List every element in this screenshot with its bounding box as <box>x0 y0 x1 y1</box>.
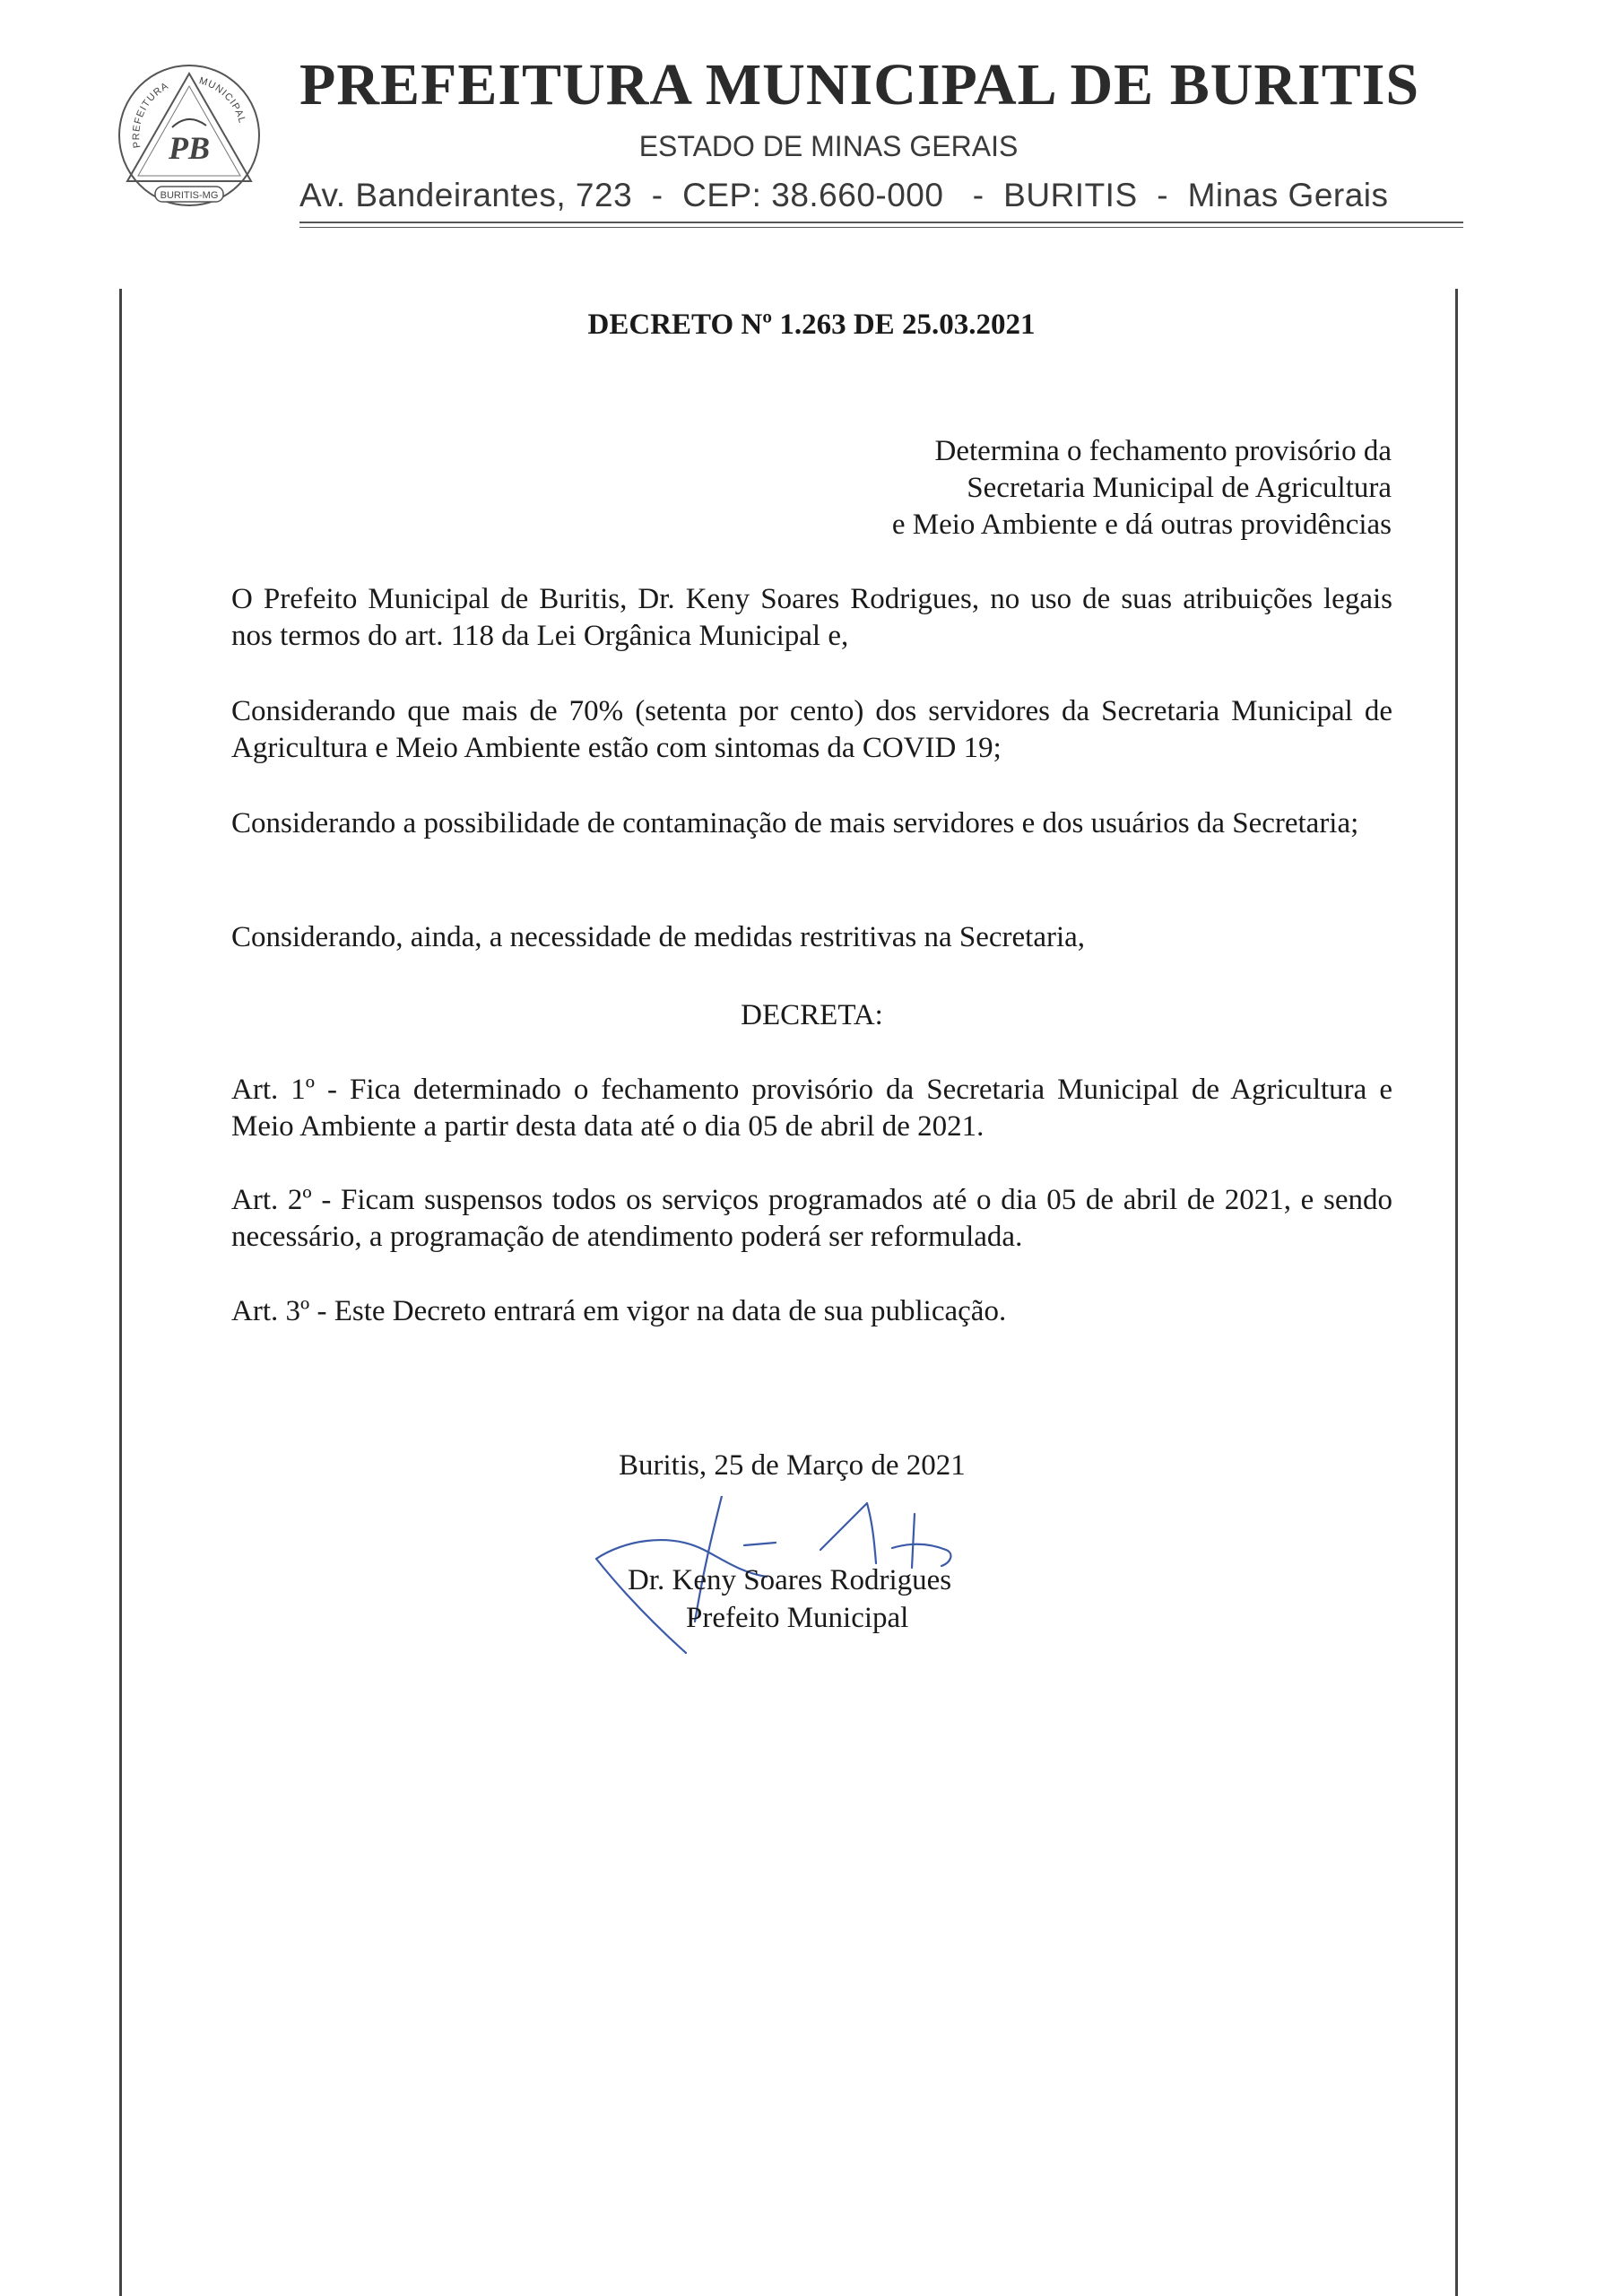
decree-title: DECRETO Nº 1.263 DE 25.03.2021 <box>587 309 1036 341</box>
svg-text:MUNICIPAL: MUNICIPAL <box>197 75 248 126</box>
consideration-paragraph: Considerando, ainda, a necessidade de medidas restritivas na Secretaria, <box>231 921 1086 953</box>
preamble-paragraph: O Prefeito Municipal de Buritis, Dr. Keny Soares Rodrigues, no uso de suas atribuições legais nos termos do art. 118 da Lei Orgânica Municipal e, <box>231 583 1392 652</box>
signer-name: Dr. Keny Soares Rodrigues <box>628 1564 952 1596</box>
consideration-paragraph: Considerando a possibilidade de contaminação de mais servidores e dos usuários da Secretaria; <box>231 807 1359 839</box>
organization-name: PREFEITURA MUNICIPAL DE BURITIS <box>299 52 1420 117</box>
article-paragraph: Art. 2º - Ficam suspensos todos os serviços programados até o dia 05 de abril de 2021, e sendo necessário, a programação de atendimento poderá ser reformulada. <box>231 1184 1392 1253</box>
svg-text:BURITIS-MG: BURITIS-MG <box>160 190 219 201</box>
organization-address: Av. Bandeirantes, 723 - CEP: 38.660-000 - BURITIS - Minas Gerais <box>299 177 1389 213</box>
header-divider-thin <box>299 227 1463 228</box>
summary-line: Secretaria Municipal de Agricultura <box>967 472 1392 504</box>
organization-state: ESTADO DE MINAS GERAIS <box>638 130 1019 162</box>
article-paragraph: Art. 1º - Fica determinado o fechamento provisório da Secretaria Municipal de Agricultura e Meio Ambiente a partir desta data até o dia 05 de abril de 2021. <box>231 1074 1392 1143</box>
decreta-heading: DECRETA: <box>741 999 883 1031</box>
municipal-seal-logo <box>117 63 262 208</box>
summary-line: Determina o fechamento provisório da <box>934 435 1392 467</box>
page-frame-right <box>1455 289 1458 2296</box>
summary-line: e Meio Ambiente e dá outras providências <box>891 509 1392 541</box>
consideration-paragraph: Considerando que mais de 70% (setenta por cento) dos servidores da Secretaria Municipal de Agricultura e Meio Ambiente estão com sintomas da COVID 19; <box>231 695 1392 764</box>
place-and-date: Buritis, 25 de Março de 2021 <box>619 1449 966 1482</box>
svg-text:PREFEITURA: PREFEITURA <box>131 80 171 149</box>
article-paragraph: Art. 3º - Este Decreto entrará em vigor na data de sua publicação. <box>231 1295 1007 1327</box>
header-divider <box>299 222 1463 223</box>
svg-text:PB: PB <box>168 130 211 166</box>
page-frame-left <box>119 289 122 2296</box>
decree-summary <box>717 433 1392 544</box>
signer-role: Prefeito Municipal <box>686 1602 909 1634</box>
